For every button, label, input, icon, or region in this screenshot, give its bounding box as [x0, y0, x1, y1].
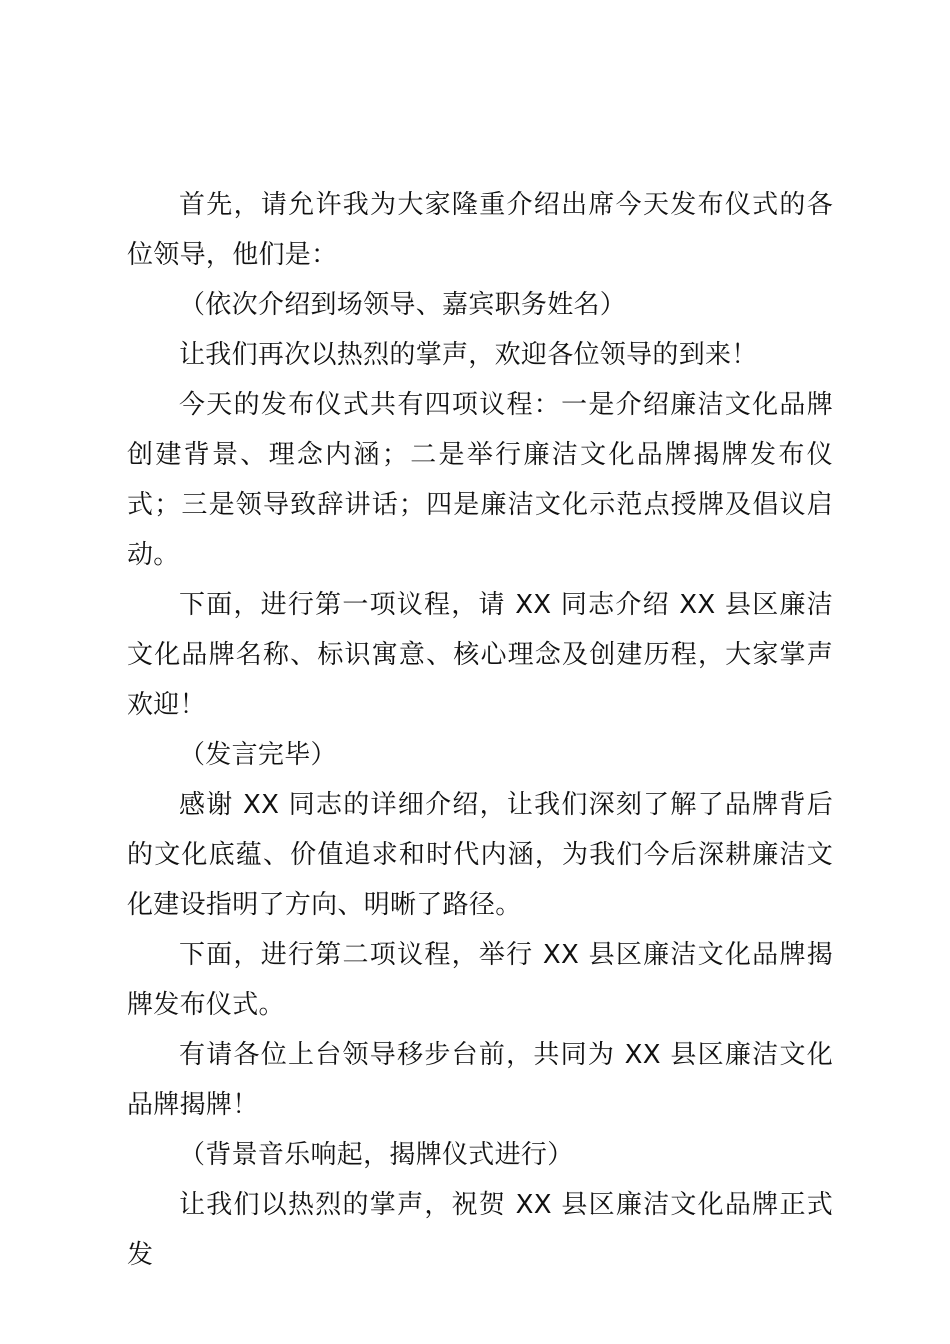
- paragraph-agenda-item-1: 下面，进行第一项议程，请 XX 同志介绍 XX 县区廉洁文化品牌名称、标识寓意、核心理念及创建历程，大家掌声欢迎！: [127, 590, 833, 720]
- paragraph-stage-note-speech-end: （发言完毕）: [179, 740, 337, 770]
- paragraph-thanks: 感谢 XX 同志的详细介绍，让我们深刻了解了品牌背后的文化底蕴、价值追求和时代内涵，为我们今后深耕廉洁文化建设指明了方向、明晰了路径。: [127, 790, 833, 920]
- paragraph-intro-leaders: 首先，请允许我为大家隆重介绍出席今天发布仪式的各位领导，他们是：: [127, 190, 833, 270]
- paragraph-welcome-applause: 让我们再次以热烈的掌声，欢迎各位领导的到来！: [179, 340, 758, 370]
- paragraph-congratulate: 让我们以热烈的掌声，祝贺 XX 县区廉洁文化品牌正式发: [127, 1190, 833, 1270]
- paragraph-invite-unveiling: 有请各位上台领导移步台前，共同为 XX 县区廉洁文化品牌揭牌！: [127, 1040, 833, 1120]
- paragraph-agenda-item-2: 下面，进行第二项议程，举行 XX 县区廉洁文化品牌揭牌发布仪式。: [127, 940, 833, 1020]
- paragraph-stage-note-music: （背景音乐响起，揭牌仪式进行）: [179, 1140, 574, 1170]
- paragraph-stage-note-introduce: （依次介绍到场领导、嘉宾职务姓名）: [179, 290, 627, 320]
- paragraph-agenda: 今天的发布仪式共有四项议程：一是介绍廉洁文化品牌创建背景、理念内涵；二是举行廉洁文化品牌揭牌发布仪式；三是领导致辞讲话；四是廉洁文化示范点授牌及倡议启动。: [127, 390, 833, 570]
- document-body: [127, 180, 833, 1280]
